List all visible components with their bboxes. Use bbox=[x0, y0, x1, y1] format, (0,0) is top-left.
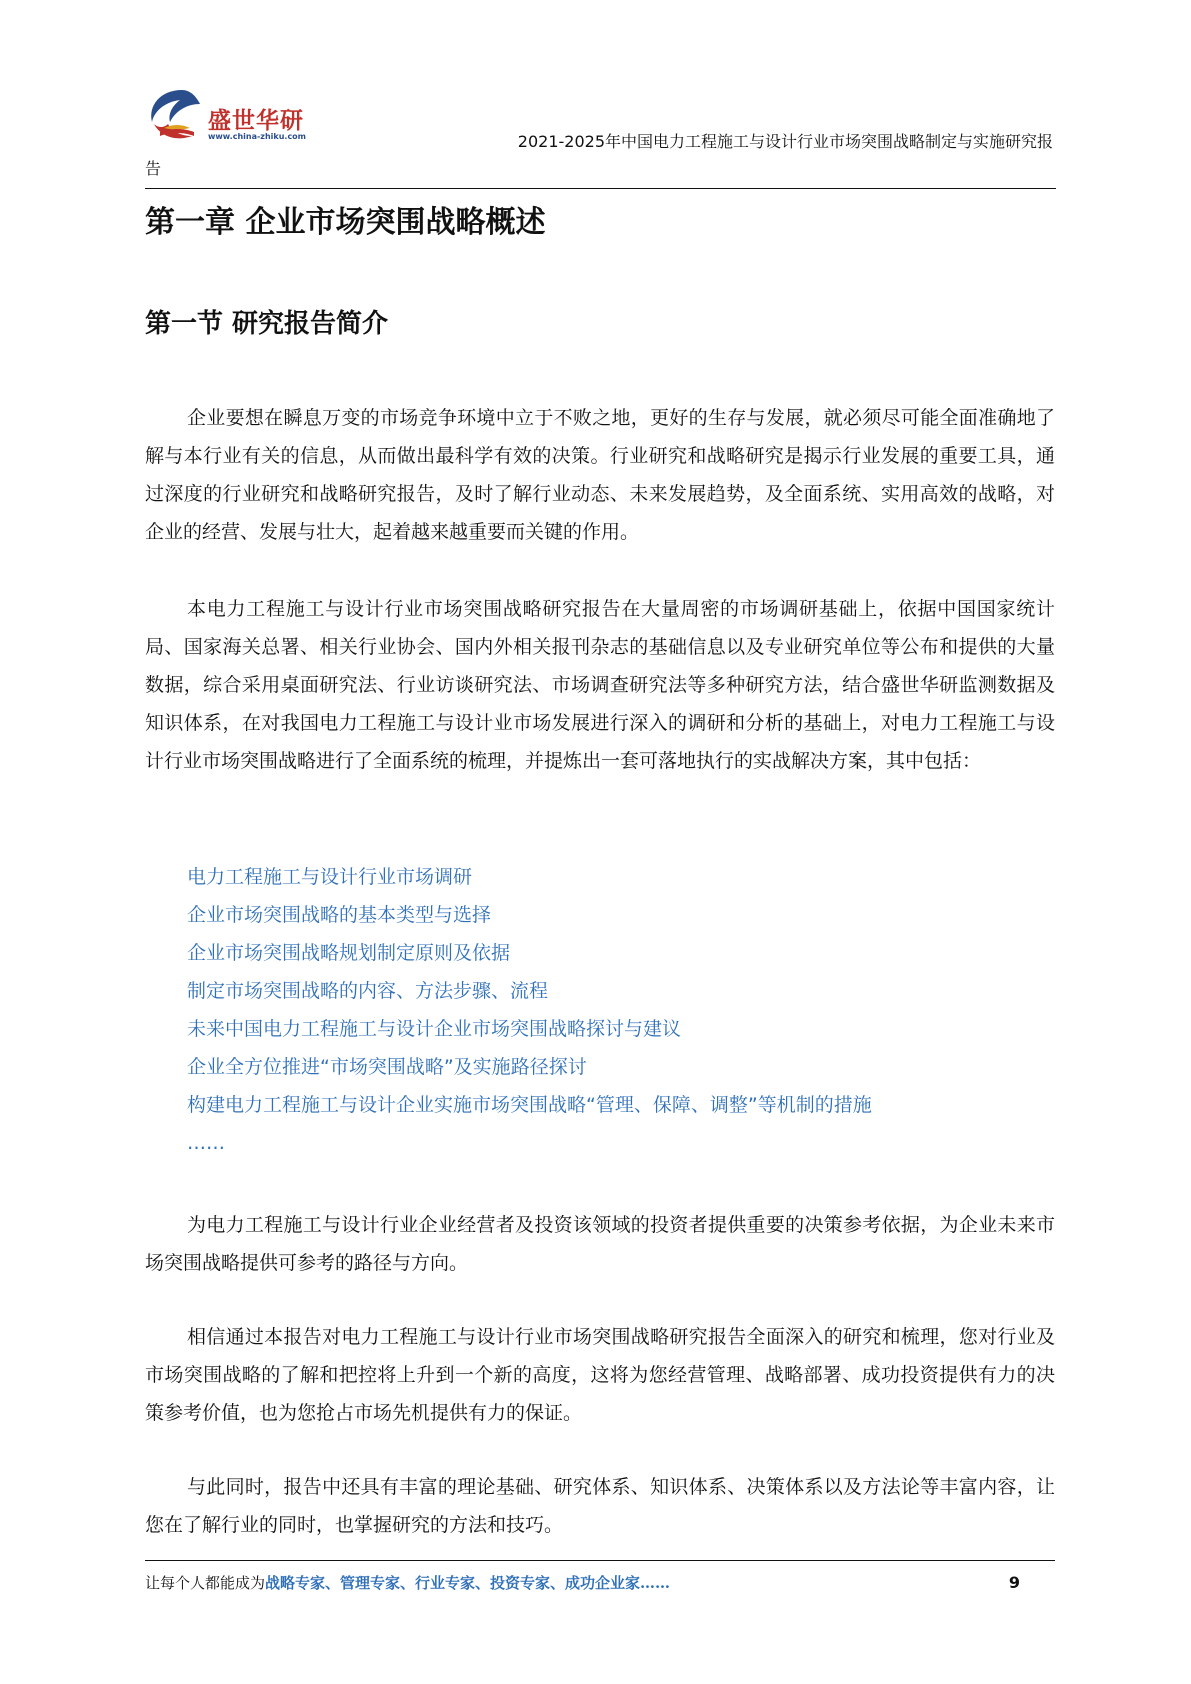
logo-url: www.china-zhiku.com bbox=[208, 132, 307, 141]
contents-item[interactable]: 企业全方位推进“市场突围战略”及实施路径探讨 bbox=[187, 1056, 587, 1078]
paragraph: 企业要想在瞬息万变的市场竞争环境中立于不败之地，更好的生存与发展，就必须尽可能全面准确地了解与本行业有关的信息，从而做出最科学有效的决策。行业研究和战略研究是揭示行业发展的重要工具，通过深度的行业研究和战略研究报告，及时了解行业动态、未来发展趋势，及全面系统、实用高效的战略，对企业的经营、发展与壮大，起着越来越重要而关键的作用。 bbox=[145, 407, 1055, 543]
page-number: 9 bbox=[1008, 1573, 1020, 1592]
contents-item[interactable]: 电力工程施工与设计行业市场调研 bbox=[187, 866, 473, 888]
contents-item[interactable]: 未来中国电力工程施工与设计企业市场突围战略探讨与建议 bbox=[187, 1018, 682, 1040]
contents-item[interactable]: 企业市场突围战略规划制定原则及依据 bbox=[187, 942, 511, 964]
chapter-title: 第一章 企业市场突围战略概述 bbox=[145, 205, 546, 240]
footer-slogan-highlight: 战略专家、管理专家、行业专家、投资专家、成功企业家…… bbox=[265, 1574, 671, 1592]
footer-slogan-prefix: 让每个人都能成为 bbox=[145, 1574, 266, 1592]
paragraph: 与此同时，报告中还具有丰富的理论基础、研究体系、知识体系、决策体系以及方法论等丰富内容，让您在了解行业的同时，也掌握研究的方法和技巧。 bbox=[145, 1476, 1055, 1536]
footer-slogan bbox=[145, 1570, 670, 1596]
section-title: 第一节 研究报告简介 bbox=[145, 309, 389, 339]
header-divider bbox=[145, 188, 1056, 189]
paragraph: 为电力工程施工与设计行业企业经营者及投资该领域的投资者提供重要的决策参考依据，为企业未来市场突围战略提供可参考的路径与方向。 bbox=[145, 1214, 1055, 1274]
contents-ellipsis: …… bbox=[187, 1132, 225, 1154]
footer-divider bbox=[145, 1560, 1055, 1561]
paragraph: 本电力工程施工与设计行业市场突围战略研究报告在大量周密的市场调研基础上，依据中国国家统计局、国家海关总署、相关行业协会、国内外相关报刊杂志的基础信息以及专业研究单位等公布和提供的大量数据，综合采用桌面研究法、行业访谈研究法、市场调查研究法等多种研究方法，结合盛世华研监测数据及知识体系，在对我国电力工程施工与设计业市场发展进行深入的调研和分析的基础上，对电力工程施工与设计行业市场突围战略进行了全面系统的梳理，并提炼出一套可落地执行的实战解决方案，其中包括： bbox=[145, 598, 1055, 772]
report-title: 2021-2025年中国电力工程施工与设计行业市场突围战略制定与实施研究报 bbox=[517, 132, 1053, 151]
logo-name: 盛世华研 bbox=[208, 108, 304, 134]
contents-item[interactable]: 制定市场突围战略的内容、方法步骤、流程 bbox=[187, 980, 549, 1002]
contents-item[interactable]: 构建电力工程施工与设计企业实施市场突围战略“管理、保障、调整”等机制的措施 bbox=[187, 1094, 872, 1116]
paragraph: 相信通过本报告对电力工程施工与设计行业市场突围战略研究报告全面深入的研究和梳理，您对行业及市场突围战略的了解和把控将上升到一个新的高度，这将为您经营管理、战略部署、成功投资提供有力的决策参考价值，也为您抢占市场先机提供有力的保证。 bbox=[145, 1326, 1055, 1424]
contents-item[interactable]: 企业市场突围战略的基本类型与选择 bbox=[187, 904, 492, 926]
report-title-continued: 告 bbox=[145, 159, 162, 178]
contents-list bbox=[187, 858, 872, 1162]
